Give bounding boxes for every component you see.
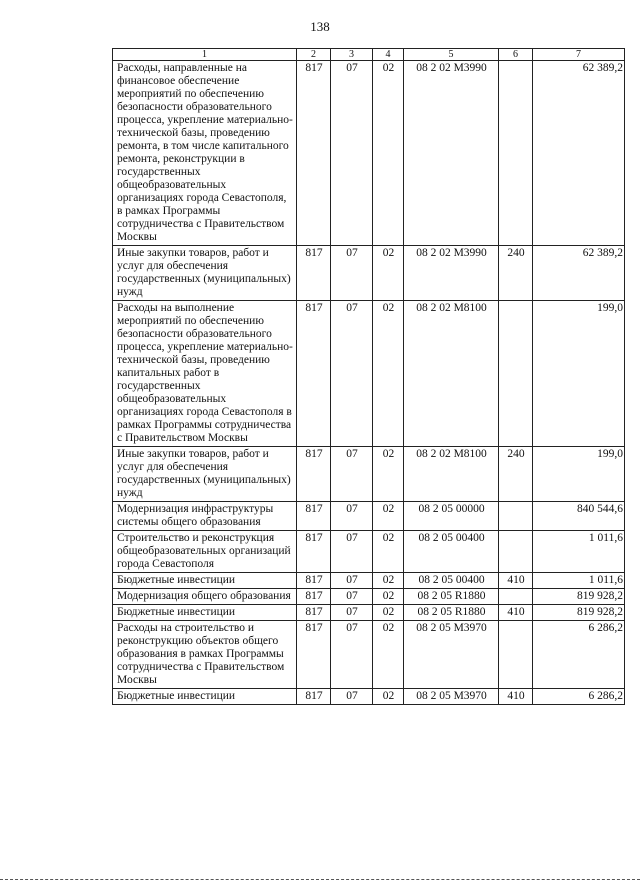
expense-name: Иные закупки товаров, работ и услуг для обеспечения государственных (муниципальных) нужд (113, 246, 297, 301)
ministry-code: 817 (297, 621, 331, 689)
section-code: 07 (331, 447, 373, 502)
header-col-6: 6 (499, 49, 533, 61)
expense-type-code: 410 (499, 605, 533, 621)
ministry-code: 817 (297, 573, 331, 589)
target-article-code: 08 2 02 М8100 (404, 301, 499, 447)
target-article-code: 08 2 05 М3970 (404, 689, 499, 705)
amount: 6 286,2 (533, 621, 625, 689)
expense-name: Бюджетные инвестиции (113, 605, 297, 621)
section-code: 07 (331, 589, 373, 605)
expense-type-code: 410 (499, 689, 533, 705)
ministry-code: 817 (297, 531, 331, 573)
table-row (113, 61, 625, 246)
expense-name: Расходы на выполнение мероприятий по обеспечению безопасности образовательного процесса, укрепление материально-технической базы, проведению капитальных работ в государственных общеобразовательных организациях города Севастополя в рамках Программы сотрудничества с Правительством Москвы (113, 301, 297, 447)
table-row (113, 605, 625, 621)
amount: 1 011,6 (533, 573, 625, 589)
expense-type-code: 410 (499, 573, 533, 589)
expense-name: Бюджетные инвестиции (113, 689, 297, 705)
expense-type-code (499, 61, 533, 246)
expense-name: Расходы, направленные на финансовое обеспечение мероприятий по обеспечению безопасности образовательного процесса, укрепление материально-технической базы, проведению ремонта, в том числе капитального ремонта, реконструкции в государственных общеобразовательных организациях города Севастополя, в рамках Программы сотрудничества с Правительством Москвы (113, 61, 297, 246)
amount: 819 928,2 (533, 589, 625, 605)
expense-type-code (499, 301, 533, 447)
subsection-code: 02 (373, 61, 404, 246)
amount: 199,0 (533, 447, 625, 502)
section-code: 07 (331, 621, 373, 689)
section-code: 07 (331, 502, 373, 531)
header-col-4: 4 (373, 49, 404, 61)
expense-name: Иные закупки товаров, работ и услуг для обеспечения государственных (муниципальных) нужд (113, 447, 297, 502)
header-col-1: 1 (113, 49, 297, 61)
amount: 1 011,6 (533, 531, 625, 573)
target-article-code: 08 2 05 М3970 (404, 621, 499, 689)
target-article-code: 08 2 02 М3990 (404, 246, 499, 301)
table-row (113, 246, 625, 301)
target-article-code: 08 2 05 00400 (404, 531, 499, 573)
target-article-code: 08 2 02 М8100 (404, 447, 499, 502)
page-bottom-rule (0, 879, 640, 880)
expense-type-code (499, 621, 533, 689)
budget-table (112, 48, 625, 705)
section-code: 07 (331, 246, 373, 301)
amount: 199,0 (533, 301, 625, 447)
amount: 819 928,2 (533, 605, 625, 621)
expense-type-code (499, 531, 533, 573)
table-row (113, 689, 625, 705)
header-row (113, 49, 625, 61)
amount: 62 389,2 (533, 246, 625, 301)
subsection-code: 02 (373, 246, 404, 301)
ministry-code: 817 (297, 689, 331, 705)
target-article-code: 08 2 05 R1880 (404, 605, 499, 621)
expense-name: Строительство и реконструкция общеобразовательных организаций города Севастополя (113, 531, 297, 573)
expense-type-code (499, 502, 533, 531)
section-code: 07 (331, 531, 373, 573)
ministry-code: 817 (297, 246, 331, 301)
header-col-7: 7 (533, 49, 625, 61)
subsection-code: 02 (373, 447, 404, 502)
ministry-code: 817 (297, 589, 331, 605)
page-number: 138 (310, 19, 330, 34)
amount: 840 544,6 (533, 502, 625, 531)
ministry-code: 817 (297, 61, 331, 246)
target-article-code: 08 2 05 R1880 (404, 589, 499, 605)
table-row (113, 531, 625, 573)
expense-name: Модернизация инфраструктуры системы общего образования (113, 502, 297, 531)
section-code: 07 (331, 301, 373, 447)
table-row (113, 502, 625, 531)
expense-type-code: 240 (499, 447, 533, 502)
amount: 62 389,2 (533, 61, 625, 246)
expense-name: Бюджетные инвестиции (113, 573, 297, 589)
header-col-5: 5 (404, 49, 499, 61)
target-article-code: 08 2 05 00400 (404, 573, 499, 589)
ministry-code: 817 (297, 605, 331, 621)
subsection-code: 02 (373, 573, 404, 589)
section-code: 07 (331, 61, 373, 246)
subsection-code: 02 (373, 531, 404, 573)
expense-name: Расходы на строительство и реконструкцию объектов общего образования в рамках Программы сотрудничества с Правительством Москвы (113, 621, 297, 689)
subsection-code: 02 (373, 605, 404, 621)
target-article-code: 08 2 02 М3990 (404, 61, 499, 246)
section-code: 07 (331, 689, 373, 705)
amount: 6 286,2 (533, 689, 625, 705)
target-article-code: 08 2 05 00000 (404, 502, 499, 531)
subsection-code: 02 (373, 502, 404, 531)
expense-type-code: 240 (499, 246, 533, 301)
header-col-3: 3 (331, 49, 373, 61)
table-row (113, 447, 625, 502)
subsection-code: 02 (373, 621, 404, 689)
expense-name: Модернизация общего образования (113, 589, 297, 605)
table-row (113, 589, 625, 605)
header-col-2: 2 (297, 49, 331, 61)
subsection-code: 02 (373, 301, 404, 447)
section-code: 07 (331, 605, 373, 621)
section-code: 07 (331, 573, 373, 589)
table-row (113, 573, 625, 589)
ministry-code: 817 (297, 502, 331, 531)
ministry-code: 817 (297, 447, 331, 502)
table-row (113, 301, 625, 447)
ministry-code: 817 (297, 301, 331, 447)
table-row (113, 621, 625, 689)
subsection-code: 02 (373, 589, 404, 605)
expense-type-code (499, 589, 533, 605)
subsection-code: 02 (373, 689, 404, 705)
